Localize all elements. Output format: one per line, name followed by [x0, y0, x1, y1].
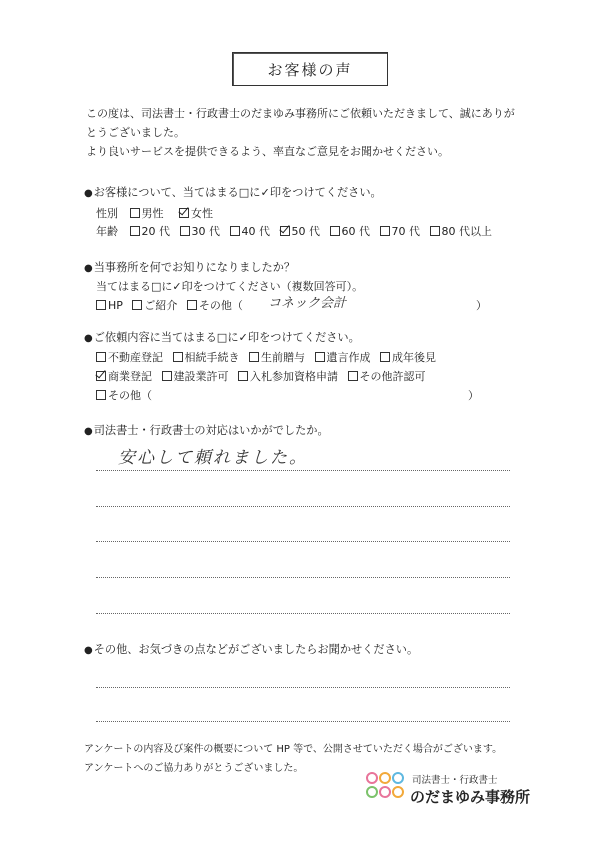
checkbox-icon[interactable] [249, 352, 259, 362]
age-row [96, 223, 498, 239]
checkbox-icon[interactable] [96, 352, 106, 362]
service-option-real-estate[interactable] [96, 349, 163, 365]
service-row-3 [96, 387, 158, 403]
checkbox-icon[interactable] [430, 226, 440, 236]
page-title [232, 52, 388, 86]
question-4-text: 司法書士・行政書士の対応はいかがでしたか。 [93, 424, 329, 437]
service-row-1 [96, 349, 442, 365]
age-option-60[interactable] [330, 223, 371, 239]
question-1-text: お客様について、当てはまる□に✓印をつけてください。 [93, 186, 382, 199]
answer-line [96, 470, 510, 471]
service-option-other[interactable] [96, 387, 152, 403]
answer-line [96, 541, 510, 542]
age-label: 年齢 [96, 225, 118, 238]
service-option-commercial[interactable] [96, 368, 152, 384]
circle-orange-icon [392, 786, 404, 798]
age-50-label: 50 代 [291, 225, 320, 238]
answer-line [96, 721, 510, 722]
service-close-paren: ） [468, 389, 479, 402]
checkbox-icon[interactable] [348, 371, 358, 381]
age-80-label: 80 代以上 [441, 225, 492, 238]
checkbox-icon[interactable] [187, 300, 197, 310]
bullet-icon: ● [84, 645, 93, 656]
checkbox-icon[interactable] [132, 300, 142, 310]
question-3 [84, 329, 360, 345]
checkbox-icon[interactable] [380, 226, 390, 236]
answer-line [96, 613, 510, 614]
checked-checkbox-icon[interactable] [179, 208, 189, 218]
question-5-text: その他、お気づきの点などがございましたらお聞かせください。 [93, 643, 419, 656]
bullet-icon: ● [84, 188, 93, 199]
service-label: 相続手続き [184, 351, 240, 364]
service-label: 生前贈与 [261, 351, 305, 364]
source-option-hp[interactable] [96, 299, 123, 312]
gender-label: 性別 [96, 207, 118, 220]
intro-text [86, 104, 515, 161]
service-option-will[interactable] [315, 349, 371, 365]
age-60-label: 60 代 [341, 225, 370, 238]
age-option-20[interactable] [130, 223, 171, 239]
service-label: 不動産登記 [108, 351, 163, 364]
handwritten-answer: 安心して頼れました。 [118, 448, 308, 468]
checkbox-icon[interactable] [130, 226, 140, 236]
service-option-inheritance[interactable] [173, 349, 240, 365]
question-4 [84, 422, 329, 438]
source-other-label: その他（ [198, 299, 243, 312]
age-20-label: 20 代 [141, 225, 170, 238]
age-40-label: 40 代 [241, 225, 270, 238]
bullet-icon: ● [84, 333, 93, 344]
footer-line-2: アンケートへのご協力ありがとうございました。 [84, 763, 304, 774]
service-option-bidding[interactable] [238, 368, 338, 384]
gender-option-male[interactable] [130, 205, 164, 221]
question-3-text: ご依頼内容に当てはまる□に✓印をつけてください。 [93, 331, 360, 344]
circle-pink-icon [379, 786, 391, 798]
title-text: お客様の声 [267, 60, 353, 79]
gender-option-female[interactable] [179, 205, 213, 221]
age-70-label: 70 代 [391, 225, 420, 238]
checkbox-icon[interactable] [230, 226, 240, 236]
footer-line-1: アンケートの内容及び案件の概要について HP 等で、公開させていただく場合がございます。 [84, 744, 503, 755]
checkbox-icon[interactable] [96, 300, 106, 310]
bullet-icon: ● [84, 426, 93, 437]
service-label: 遺言作成 [326, 351, 371, 364]
age-option-80[interactable] [430, 223, 493, 239]
service-option-gift[interactable] [249, 349, 305, 365]
office-logo [364, 770, 554, 810]
bullet-icon: ● [84, 263, 93, 274]
checkbox-icon[interactable] [162, 371, 172, 381]
checked-checkbox-icon[interactable] [280, 226, 290, 236]
circle-blue-icon [392, 772, 404, 784]
gender-row [96, 205, 219, 221]
service-label: 商業登記 [108, 370, 152, 383]
checkbox-icon[interactable] [130, 208, 140, 218]
checkbox-icon[interactable] [96, 390, 106, 400]
service-option-construction[interactable] [162, 368, 229, 384]
answer-line [96, 577, 510, 578]
question-2 [84, 259, 295, 275]
intro-line-1: この度は、司法書士・行政書士のだまゆみ事務所にご依頼いただきまして、誠にありが [86, 107, 515, 120]
gender-male-label: 男性 [141, 207, 164, 220]
service-option-guardianship[interactable] [380, 349, 436, 365]
service-label: その他許認可 [359, 370, 426, 383]
answer-line [96, 687, 510, 688]
logo-name: のだまゆみ事務所 [410, 788, 531, 806]
service-row-2 [96, 368, 432, 384]
circle-orange-icon [379, 772, 391, 784]
intro-line-2: とうございました。 [86, 126, 185, 139]
age-option-40[interactable] [230, 223, 271, 239]
checkbox-icon[interactable] [330, 226, 340, 236]
question-2-text: 当事務所を何でお知りになりましたか？ [93, 261, 296, 274]
checkbox-icon[interactable] [180, 226, 190, 236]
service-label: 建設業許可 [173, 370, 229, 383]
checkbox-icon[interactable] [315, 352, 325, 362]
intro-line-3: より良いサービスを提供できるよう、率直なご意見をお聞かせください。 [86, 145, 449, 158]
service-label: 成年後見 [392, 351, 436, 364]
service-option-permits[interactable] [348, 368, 426, 384]
question-1 [84, 184, 382, 200]
age-option-70[interactable] [380, 223, 421, 239]
checkbox-icon[interactable] [380, 352, 390, 362]
circle-green-icon [366, 786, 378, 798]
checkbox-icon[interactable] [173, 352, 183, 362]
checked-checkbox-icon[interactable] [96, 371, 106, 381]
source-close-paren: ） [476, 299, 487, 312]
service-label: 入札参加資格申請 [250, 370, 338, 383]
gender-female-label: 女性 [191, 207, 213, 220]
checkbox-icon[interactable] [238, 371, 248, 381]
logo-subtitle: 司法書士・行政書士 [412, 775, 498, 786]
source-option-referral[interactable] [132, 297, 177, 313]
source-option-other[interactable] [187, 297, 243, 313]
question-5 [84, 641, 418, 657]
age-30-label: 30 代 [191, 225, 220, 238]
circle-pink-icon [366, 772, 378, 784]
question-2-sub: 当てはまる□に✓印をつけてください（複数回答可）。 [96, 280, 364, 293]
source-referral-label: ご紹介 [144, 299, 178, 312]
service-other-label: その他（ [108, 389, 152, 402]
answer-line [96, 506, 510, 507]
source-row [96, 297, 249, 313]
age-option-50[interactable] [280, 223, 321, 239]
source-hp-label: HP [108, 299, 123, 312]
logo-circles-icon [364, 770, 408, 810]
age-option-30[interactable] [180, 223, 221, 239]
source-other-answer: コネック会計 [268, 296, 347, 311]
